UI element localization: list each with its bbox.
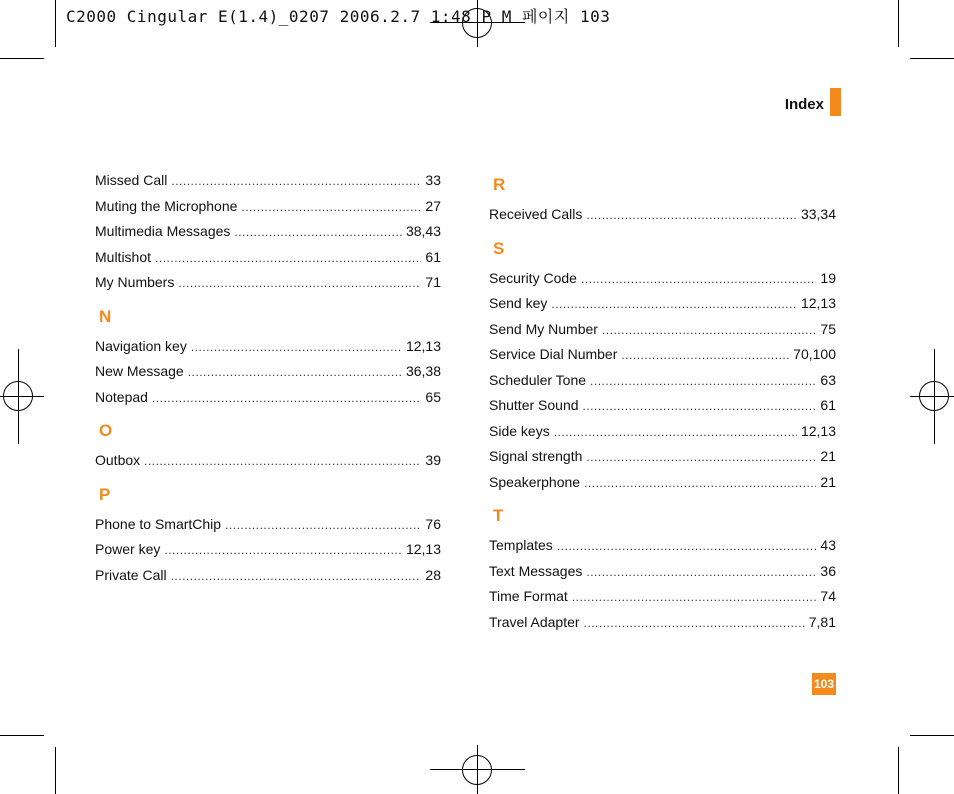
leader-dots [602,318,816,344]
index-term: Security Code [489,269,577,286]
index-page: 33 [425,172,441,188]
index-entry [489,317,836,343]
registration-target-icon [919,381,949,411]
index-term: Navigation key [95,337,187,354]
crop-mark [55,0,56,47]
index-letter-heading: P [99,484,111,504]
crop-mark [910,58,954,59]
index-entry [489,393,836,419]
index-entry [95,563,441,589]
index-entry [95,385,441,411]
index-column-right [489,168,836,635]
leader-dots [164,538,402,564]
leader-dots [583,394,817,420]
index-page: 21 [820,473,836,490]
index-term: Speakerphone [489,473,581,490]
index-page: 36 [820,562,836,579]
index-entry [95,194,441,220]
index-entry [95,537,441,563]
index-entry [95,219,441,245]
index-page: 70,100 [793,346,836,362]
section-title: Index [784,96,824,113]
index-page: 61 [425,248,441,265]
index-page: 76 [425,515,441,532]
leader-dots [621,343,789,369]
index-entry [95,448,441,474]
index-term: Send My Number [489,320,598,337]
index-term: Text Messages [489,562,583,579]
leader-dots [572,585,817,611]
leader-dots [586,560,816,586]
index-page: 7,81 [808,613,836,630]
index-letter-heading: O [99,421,113,440]
index-term: Phone to SmartChip [95,515,222,532]
index-term: New Message [95,363,184,379]
index-entry [489,419,836,445]
index-page: 12,13 [800,422,836,439]
leader-dots [171,564,422,590]
index-term: Travel Adapter [489,613,580,630]
index-page: 19 [820,269,836,286]
crop-mark [898,0,899,47]
index-page: 28 [425,566,441,583]
crop-mark [0,735,44,736]
leader-dots [581,267,816,293]
index-term: Time Format [489,588,568,604]
crop-mark [898,747,899,794]
index-entry [95,359,441,385]
index-entry [489,533,836,559]
index-term: My Numbers [95,274,175,290]
index-term: Outbox [95,452,141,468]
leader-dots [584,611,805,637]
index-page: 21 [820,448,836,464]
crop-mark [910,735,954,736]
index-term: Power key [95,541,161,557]
leader-dots [188,360,402,386]
index-page: 65 [425,388,441,405]
leader-dots [191,335,402,361]
index-letter-heading: N [99,306,112,326]
leader-dots [586,445,816,471]
registration-target-icon [462,755,492,785]
index-entry [95,168,441,194]
leader-dots [171,169,421,195]
index-term: Send key [489,295,548,311]
index-letter-heading: R [493,175,506,194]
index-entry [489,444,836,470]
index-entry [489,368,836,394]
index-entry [95,270,441,296]
index-column-left [95,168,441,588]
index-page: 12,13 [800,295,836,311]
leader-dots [241,195,421,221]
crop-mark [0,58,44,59]
leader-dots [557,534,817,560]
index-entry [489,202,836,228]
index-entry [489,470,836,496]
index-term: Private Call [95,566,167,583]
index-page: 43 [820,537,836,553]
page-number-badge: 103 [812,673,836,695]
index-page: 75 [820,320,836,337]
leader-dots [586,203,797,229]
index-page: 12,13 [405,337,441,354]
print-header: C2000 Cingular E(1.4)_0207 2006.2.7 1:48 P M 페이지 103 [66,7,611,26]
index-term: Muting the Microphone [95,197,238,214]
index-term: Side keys [489,422,550,439]
index-page: 71 [425,274,441,290]
index-page: 39 [425,452,441,468]
index-letter-heading: T [493,506,504,525]
index-page: 12,13 [405,541,441,557]
leader-dots [155,246,421,272]
section-tab [830,88,841,116]
index-entry [489,291,836,317]
index-term: Received Calls [489,206,583,222]
index-entry [489,559,836,585]
index-term: Shutter Sound [489,397,579,413]
leader-dots [152,386,421,412]
index-page: 74 [820,588,836,604]
leader-dots [178,271,421,297]
leader-dots [234,220,402,246]
index-term: Templates [489,537,553,553]
leader-dots [551,292,797,318]
leader-dots [225,513,421,539]
index-page: 38,43 [405,223,441,239]
index-term: Scheduler Tone [489,371,587,388]
index-term: Missed Call [95,172,168,188]
crop-mark [55,747,56,794]
index-term: Notepad [95,388,148,405]
index-entry [95,512,441,538]
index-term: Multishot [95,248,152,265]
index-entry [489,342,836,368]
index-page: 27 [425,197,441,214]
index-term: Multimedia Messages [95,223,231,239]
index-entry [489,610,836,636]
index-page: 33,34 [800,206,836,222]
leader-dots [584,471,816,497]
index-page: 63 [820,371,836,388]
index-term: Signal strength [489,448,583,464]
index-entry [95,245,441,271]
index-letter-heading: S [493,238,505,258]
index-page: 36,38 [405,363,441,379]
index-page: 61 [820,397,836,413]
leader-dots [144,449,421,475]
leader-dots [590,369,816,395]
registration-target-icon [3,381,33,411]
index-entry [95,334,441,360]
index-entry [489,266,836,292]
leader-dots [554,420,797,446]
index-entry [489,584,836,610]
index-term: Service Dial Number [489,346,618,362]
